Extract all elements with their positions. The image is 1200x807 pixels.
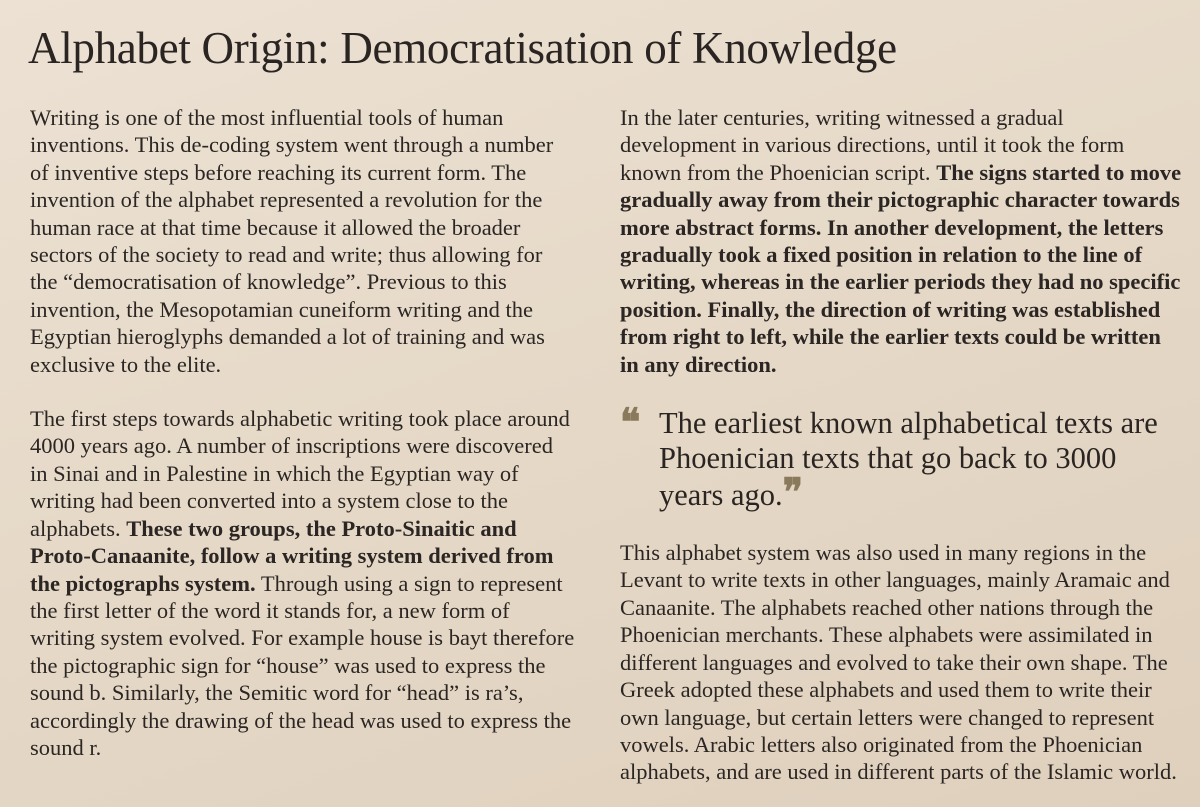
open-quote-icon: ❝: [620, 402, 638, 445]
first-steps-paragraph: [30, 405, 575, 761]
abstract-forms-bold-text: The signs started to move gradually away from their pictographic character towards more abstract forms. In another development, the letters gradually took a fixed position in relation to the line of writing, whereas in the earlier periods they had no specific position. Finally, the direction of writing was established from right to left, while the earlier texts could be written in any direction.: [620, 159, 1182, 377]
close-quote-icon: ❞: [782, 472, 801, 515]
left-column: [30, 104, 575, 761]
intro-paragraph: Writing is one of the most influential tools of human inventions. This de-coding system went through a number of inventive steps before reaching its current form. The invention of the alphabet represented a revolution for the human race at that time because it allowed the broader sectors of the society to read and write; thus allowing for the “democratisation of knowledge”. Previous to this invention, the Mesopotamian cuneiform writing and the Egyptian hieroglyphs demanded a lot of training and was exclusive to the elite.: [30, 105, 554, 377]
levant-paragraph: This alphabet system was also used in many regions in the Levant to write texts in other languages, mainly Aramaic and Canaanite. The alphabets reached other nations through the Phoenician merchants. These alphabets were assimilated in different languages and evolved to take their own shape. The Greek adopted these alphabets and used them to write their own language, but certain letters were changed to represent vowels. Arabic letters also originated from the Phoenician alphabets, and are used in different parts of the Islamic world.: [620, 540, 1177, 785]
page-title: Alphabet Origin: Democratisation of Knowledge: [28, 23, 897, 73]
later-centuries-text: In the later centuries, writing witnessed a gradual development in various directions, until it took the form known from the Phoenician script.: [620, 105, 1125, 185]
proto-scripts-bold-text: These two groups, the Proto-Sinaitic and Proto-Canaanite, follow a writing system derived from the pictographs system.: [30, 515, 554, 596]
right-column: [620, 104, 1185, 786]
sign-system-text: Through using a sign to represent the first letter of the word it stands for, a new form of writing system evolved. For example house is bayt therefore the pictographic sign for “house” was used to express the sound b. Similarly, the Semitic word for “head” is ra’s, accordingly the drawing of the head was used to express the sound r.: [30, 570, 575, 760]
first-steps-text: The first steps towards alphabetic writing took place around 4000 years ago. A number of inscriptions were discovered in Sinai and in Palestine in which the Egyptian way of writing had been converted into a system close to the alphabets.: [30, 406, 570, 541]
later-centuries-paragraph: [620, 104, 1185, 378]
pull-quote: [620, 402, 1185, 515]
pull-quote-text: The earliest known alphabetical texts are Phoenician texts that go back to 3000 years ago.: [659, 406, 1158, 513]
